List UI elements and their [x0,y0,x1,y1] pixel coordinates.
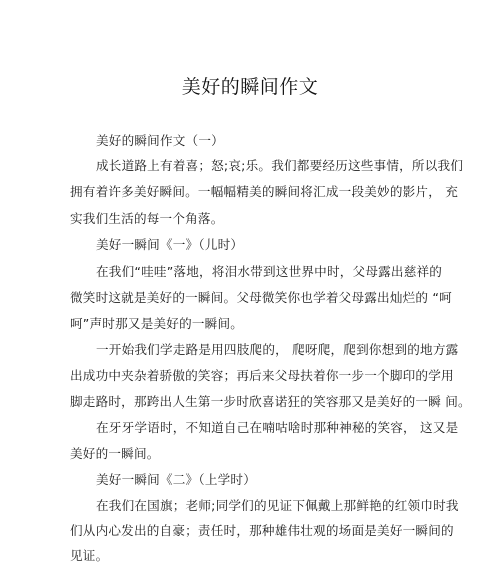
paragraph-line: 在我们“哇哇”落地，将泪水带到这世界中时，父母露出慈祥的 [96,264,443,279]
paragraph-line: 在我们在国旗；老师;同学们的见证下佩戴上那鲜艳的红领巾时我 [96,498,459,513]
paragraph-line: 微笑时这就是美好的一瞬间。父母微笑你也学着父母露出灿烂的 “呵 [70,290,452,305]
paragraph-line: 出成功中夹杂着骄傲的笑容；再后来父母扶着你一步一个脚印的学用 [70,368,454,383]
paragraph-line: 呵”声时那又是美好的一瞬间。 [70,316,244,331]
paragraph-line: 见证。 [70,548,109,563]
paragraph-line: 拥有着许多美好瞬间。一幅幅精美的瞬间将汇成一段美妙的影片， 充 [70,184,459,199]
paragraph-line: 在牙牙学语时，不知道自己在喃咕啥时那种神秘的笑容， 这又是 [96,420,459,435]
paragraph-line: 脚走路时，那跨出人生第一步时欣喜诺狂的笑容那又是美好的一瞬 间。 [70,394,471,409]
document-title: 美好的瞬间作文 [181,76,319,98]
paragraph-line: 美好的一瞬间。 [70,446,160,461]
section-heading: 美好的瞬间作文（一） [96,133,224,148]
section-heading: 美好一瞬间《二》（上学时） [96,472,257,487]
paragraph-line: 实我们生活的每一个角落。 [70,211,224,226]
section-heading: 美好一瞬间《一》（儿时） [96,237,244,252]
paragraph-line: 一开始我们学走路是用四肢爬的， 爬呀爬，爬到你想到的地方露 [96,342,459,357]
paragraph-line: 们从内心发出的自豪；责任时，那种雄伟壮观的场面是美好一瞬间的 [70,523,454,538]
paragraph-line: 成长道路上有着喜；怒;哀;乐。我们都要经历这些事情，所以我们 [96,158,464,173]
